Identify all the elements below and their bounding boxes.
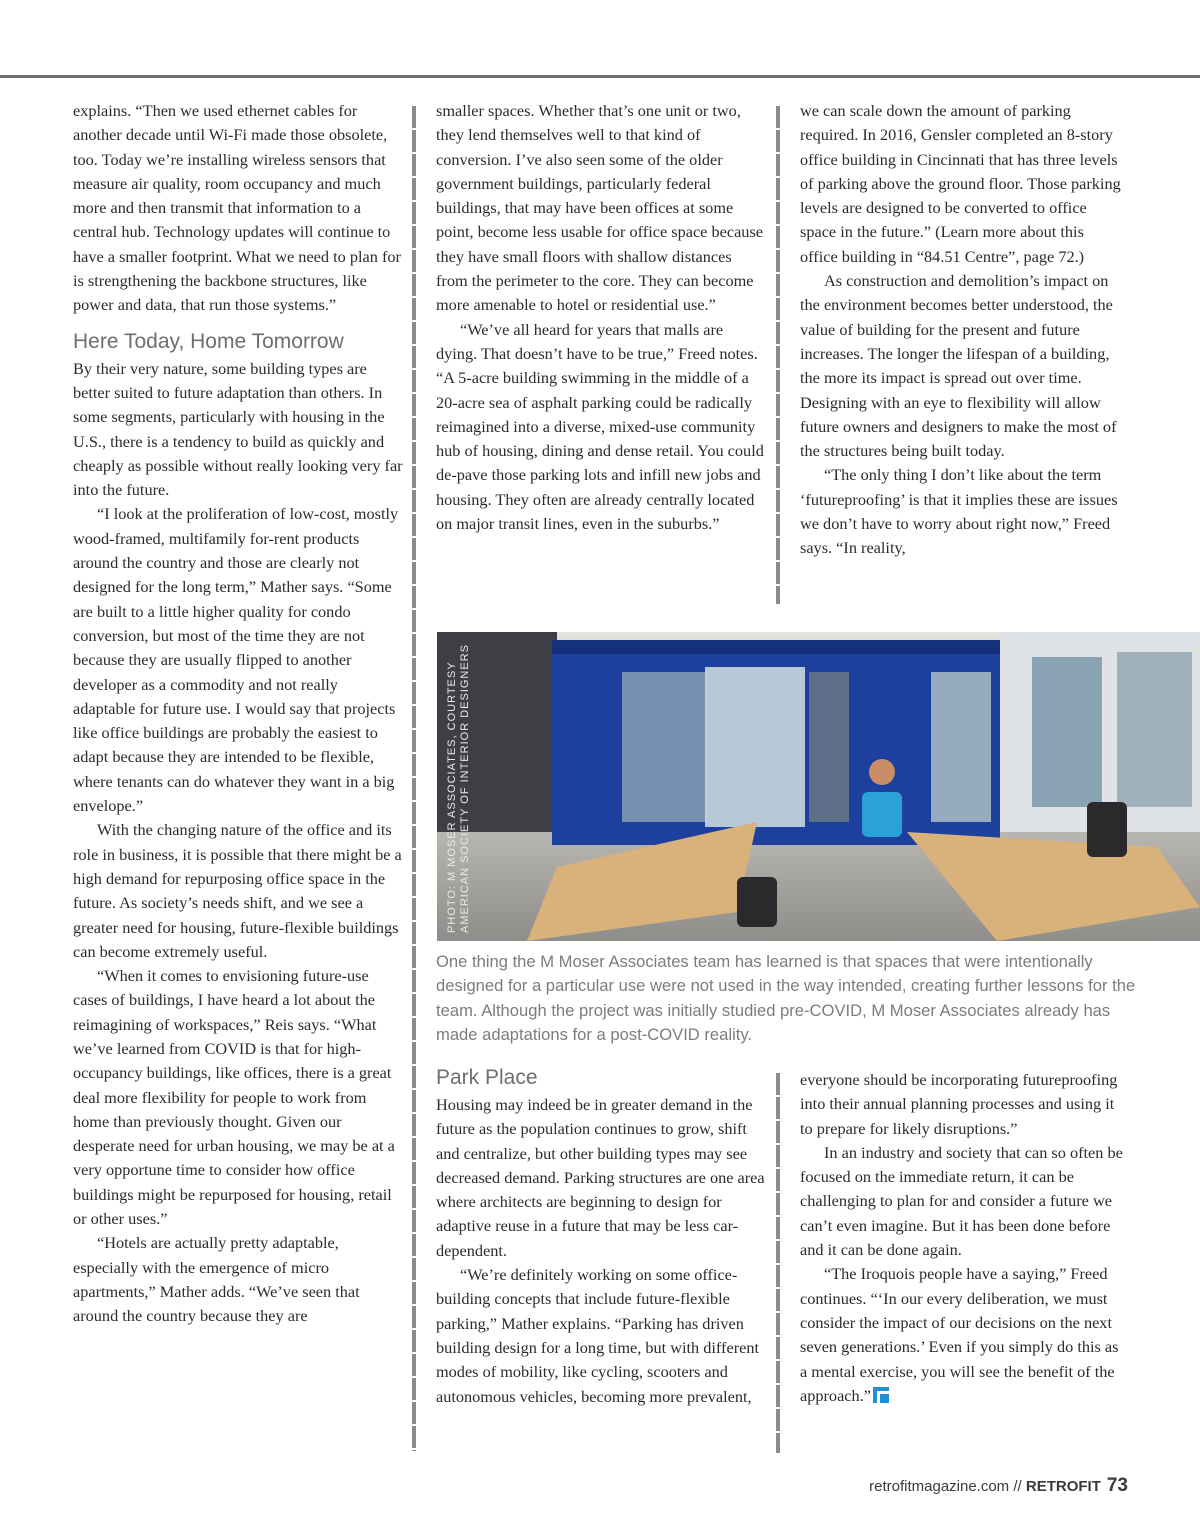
paragraph: Housing may indeed be in greater demand in the future as the population continues to grow, shift and centralize, but other building types may see decreased demand. Parking structures are one area where architects are beginning to design for adaptive reuse in a future that may be less car-dependent. [436, 1095, 765, 1260]
paragraph-text: “The Iroquois people have a saying,” Freed continues. “‘In our every deliberation, we must consider the impact of our decisions on the next seven generations.’ Even if you simply do this as a mental exercise, you will see the benefit of the approach.” [800, 1264, 1119, 1405]
paragraph: smaller spaces. Whether that’s one unit or two, they lend themselves well to that kind of conversion. I’ve also seen some of the older government buildings, particularly federal buildings, that may have been offices at some point, become less usable for office space because they have small floors with shallow distances from the perimeter to the core. They can become more amenable to hotel or residential use.” [436, 101, 764, 315]
paragraph: As construction and demolition’s impact on the environment becomes better understood, the value of building for the present and future increases. The longer the lifespan of a building, the more its impact is spread out over time. Designing with an eye to flexibility will allow future owners and designers to make the most of the structures being built today. [800, 271, 1117, 461]
paragraph: “When it comes to envisioning future-use cases of buildings, I have heard a lot about the reimagining of workspaces,” Reis says. “What we’ve learned from COVID is that for high-occupancy buildings, like offices, there is a great deal more flexibility for people to work from home than previously thought. Given our desperate need for urban housing, we may be at a very opportune time to consider how office buildings might be repurposed for housing, retail or other uses.” [73, 966, 395, 1229]
photo-credit-line: AMERICAN SOCIETY OF INTERIOR DESIGNERS [459, 644, 471, 933]
paragraph: By their very nature, some building types are better suited to future adaptation than others. In some segments, particularly with housing in the U.S., there is a tendency to build as quickly and cheaply as possible without really looking very far into the future. [73, 358, 403, 500]
paragraph: “We’ve all heard for years that malls are dying. That doesn’t have to be true,” Freed notes. “A 5-acre building swimming in the middle of a 20-acre sea of asphalt parking could be radically reimagined into a diverse, mixed-use community hub of housing, dining and dense retail. You could de-pave those parking lots and infill new jobs and housing. They often are already centrally located on major transit lines, even in the suburbs.” [436, 319, 764, 534]
paragraph: we can scale down the amount of parking required. In 2016, Gensler completed an 8-story office building in Cincinnati that has three levels of parking above the ground floor. Those parking levels are designed to be converted to office space in the future.” (Learn more about this office building in “84.51 Centre”, page 72.) [800, 101, 1121, 266]
column-divider [776, 1073, 780, 1453]
photo-credit-line: PHOTO: M MOSER ASSOCIATES, COURTESY [446, 661, 458, 933]
column-1 [73, 99, 403, 1329]
column-3 [800, 99, 1125, 561]
paragraph: “The only thing I don’t like about the term ‘futureproofing’ is that it implies these are issues we don’t have to worry about right now,” Freed says. “In reality, [800, 465, 1118, 558]
paragraph: In an industry and society that can so often be focused on the immediate return, it can be challenging to plan for and consider a future we can’t even imagine. But it has been done before and it can be done again. [800, 1142, 1123, 1260]
column-2-bottom [436, 1066, 766, 1409]
paragraph [800, 1262, 1125, 1408]
paragraph: With the changing nature of the office and its role in business, it is possible that there might be a high demand for repurposing office space in the future. As society’s needs shift, and we see a greater need for housing, future-flexible buildings can become extremely useful. [73, 820, 402, 961]
photo-credit [446, 633, 472, 933]
column-divider [412, 106, 416, 1451]
office-photo-illustration [437, 632, 1200, 941]
paragraph: explains. “Then we used ethernet cables for another decade until Wi-Fi made those obsolete, too. Today we’re installing wireless sensors that measure air quality, room occupancy and much more and then transmit that information to a central hub. Technology updates will continue to have a smaller footprint. What we need to plan for is strengthening the backbone structures, like power and data, that run those systems.” [73, 101, 401, 315]
column-2 [436, 99, 766, 536]
column-3-bottom [800, 1068, 1125, 1408]
paragraph: “I look at the proliferation of low-cost, mostly wood-framed, multifamily for-rent products around the country and those are clearly not designed for the long term,” Mather says. “Some are built to a little higher quality for condo conversion, but most of the time they are not because they are usually flipped to another developer as a commodity and not really adaptable for future use. I would say that projects like office buildings are probably the easiest to adapt because they are intended to be flexible, where tenants can do whatever they want in a big envelope.” [73, 504, 399, 816]
paragraph: “We’re definitely working on some office-building concepts that include future-flexible parking,” Mather explains. “Parking has driven building design for a long time, but with different modes of mobility, like cycling, scooters and autonomous vehicles, becoming more prevalent, [436, 1265, 760, 1406]
footer-brand: RETROFIT [1025, 1478, 1101, 1495]
paragraph: everyone should be incorporating futureproofing into their annual planning processes and using it to prepare for likely disruptions.” [800, 1070, 1118, 1138]
paragraph: “Hotels are actually pretty adaptable, especially with the emergence of micro apartments,” Mather adds. “We’ve seen that around the country because they are [73, 1233, 360, 1326]
retrofit-logo-icon [873, 1387, 889, 1403]
section-heading: Here Today, Home Tomorrow [73, 329, 344, 353]
page-number: 73 [1106, 1475, 1128, 1496]
section-heading: Park Place [436, 1066, 538, 1089]
column-divider [776, 106, 780, 604]
top-rule [0, 75, 1200, 78]
page-footer [869, 1475, 1128, 1497]
office-photo [437, 632, 1200, 941]
photo-caption: One thing the M Moser Associates team has learned is that spaces that were intentionally designed for a particular use were not used in the way intended, creating further lessons for the team. Although the project was initially studied pre-COVID, M Moser Associates already has made adaptations for a post-COVID reality. [436, 952, 1136, 1044]
footer-site: retrofitmagazine.com // [869, 1478, 1026, 1495]
